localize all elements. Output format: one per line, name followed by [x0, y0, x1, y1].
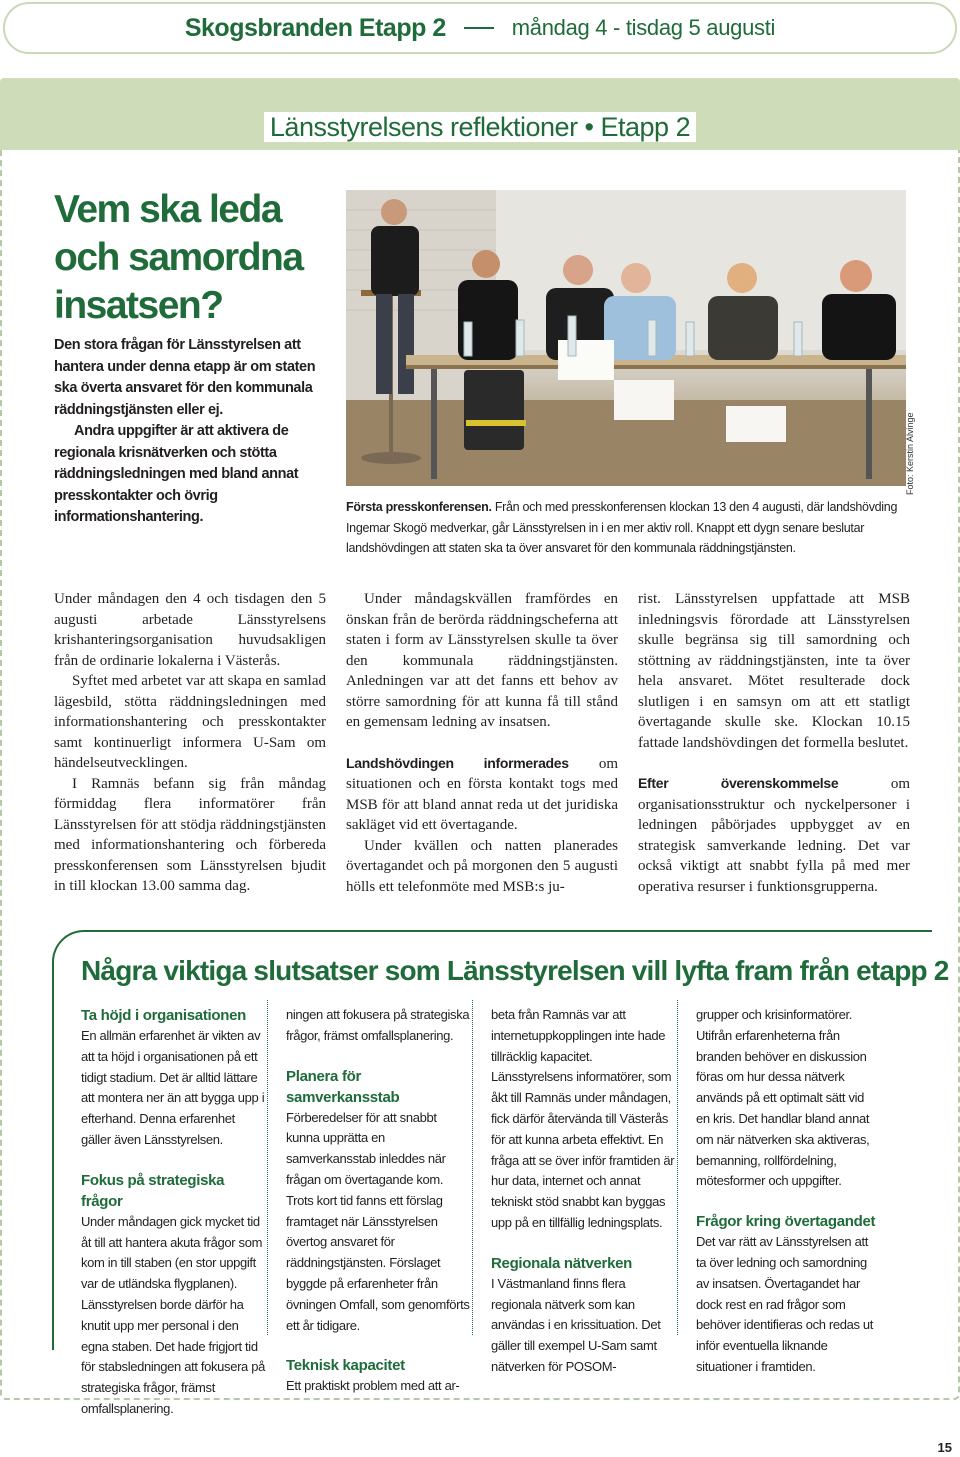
section-title-text: Länsstyrelsens reflektioner • Etapp 2 [264, 112, 696, 142]
conclusion-text: Det var rätt av Länsstyrelsen att ta över ledning och samordning av insatsen. Övertagandet har dock rest en rad frågor som behöver identifieras och redas ut inför eventuella liknande situationer i framtiden. [696, 1234, 874, 1374]
body-paragraph: rist. Länsstyrelsen uppfattade att MSB inledningsvis förordade att Länsstyrelsen skulle begränsa sig till samordning och stöttning av räddningstjänsten, inte ta över hela ansvaret. Mötet resulterade dock slutligen i en samsyn om att ett statligt övertagande skulle ske. Klockan 10.15 fattade landshövdingen det formella beslutet. [638, 591, 910, 751]
body-subhead: Efter överenskommelse [638, 775, 839, 791]
section-title [0, 112, 960, 143]
body-column-2 [346, 589, 618, 897]
body-subhead: Landshövdingen informerades [346, 754, 569, 771]
conclusion-text-continued: ningen att fokusera på strategiska frågor, främst omfallsplanering. [286, 1007, 470, 1043]
column-divider [267, 1000, 268, 1335]
conclusions-column-2 [286, 1005, 471, 1397]
body-column-1 [54, 589, 326, 897]
conclusions-column-3 [491, 1005, 676, 1378]
body-text: om situationen och en första kontakt togs med MSB för att bland annat reda ut det juridiska sakläget vid ett övertagande. [346, 755, 618, 833]
conclusion-heading: Ta höjd i organisationen [81, 1007, 247, 1024]
body-text: om organisationsstruktur och nyckelpersoner i ledningen påbörjades uppbygget av en strategisk samverkande ledning. Det var också viktigt att snabbt fylla på med mer operativa resurser i funktionsgrupperna. [638, 776, 910, 895]
body-paragraph: Under måndagskvällen framfördes en önskan från de berörda räddningscheferna att staten i form av Länsstyrelsen skulle ta över den kommunala räddningstjänsten. Anledningen var att det fanns ett behov av större samordning för att kunna få till stånd en gemensam ledning av insatsen. [346, 591, 618, 730]
body-paragraph [346, 753, 618, 836]
conclusion-heading: Fokus på strategiska frågor [81, 1171, 225, 1210]
header-dates: måndag 4 - tisdag 5 augusti [511, 15, 776, 40]
photo-caption [346, 497, 911, 559]
article-headline: Vem ska leda och samordna insatsen? [54, 188, 303, 327]
lead-paragraph-1: Den stora frågan för Länsstyrelsen att hantera under denna etapp är om staten ska överta ansvaret för den kommunala räddningstjänsten eller ej. [54, 337, 316, 418]
conclusions-title: Några viktiga slutsatser som Länsstyrelsen vill lyfta fram från etapp 2 [81, 955, 949, 986]
conclusion-text: I Västmanland finns flera regionala nätverk som kan användas i en krissituation. Det gäller till exempel U-Sam samt nätverken för POSOM- [491, 1275, 661, 1374]
column-divider [472, 1000, 473, 1335]
article-lead [54, 335, 324, 529]
conclusions-column-1 [81, 1005, 266, 1416]
conclusion-heading: Teknisk kapacitet [286, 1357, 405, 1375]
caption-lead: Första presskonferensen. [346, 500, 492, 514]
body-column-3 [638, 589, 910, 897]
body-paragraph: Under kvällen och natten planerades övertagandet och på morgonen den 5 augusti hölls ett telefonmöte med MSB:s ju- [346, 837, 618, 895]
caption-text: Från och med presskonferensen klockan 13 den 4 augusti, där landshövding Ingemar Skogö medverkar, går Länsstyrelsen in i en mer aktiv roll. Knappt ett dygn senare beslutar landshövdingen att staten ska ta över ansvaret för den kommunala räddningstjänsten. [346, 500, 898, 555]
conclusion-heading: Frågor kring övertagandet [696, 1213, 876, 1231]
body-paragraph: Under måndagen den 4 och tisdagen den 5 augusti arbetade Länsstyrelsens krishanteringsorganisation huvudsakligen från de ordinarie lokalerna i Västerås. [54, 591, 326, 669]
running-header [3, 2, 957, 54]
conclusion-text: Ett praktiskt problem med att ar- [286, 1378, 460, 1394]
conclusion-text-continued: grupper och krisinformatörer. Utifrån erfarenheterna från branden behöver en diskussion föras om hur dessa nätverk används på ett optimalt sätt vid en kris. Det handlar bland annat om när nätverken ska aktiveras, bemanning, rollfördelning, mötesformer och uppgifter. [696, 1007, 870, 1189]
lead-paragraph-2: Andra uppgifter är att aktivera de regionala krisnätverken och stötta räddningsledningen med bland annat presskontakter och övrig informationshantering. [54, 423, 299, 525]
photo-illustration [346, 190, 906, 486]
conclusion-text: Under måndagen gick mycket tid åt till att hantera akuta frågor som kom in till staben (en stor uppgift var de utländska flygplanen). Länsstyrelsen borde därför ha knutit upp mer personal i den egna staben. Det hade frigjort tid för stabsledningen att fokusera på strategiska frågor, främst omfallsplanering. [81, 1213, 265, 1416]
press-conference-photo [346, 190, 906, 486]
conclusion-text: En allmän erfarenhet är vikten av att ta höjd i organisationen på ett tidigt stadium. Det är alltid lättare att montera ner än att bygga upp i efterhand. Denna erfarenhet gäller även Länsstyrelsen. [81, 1028, 265, 1147]
body-paragraph [638, 773, 910, 897]
conclusion-heading: Planera för samverkansstab [286, 1067, 400, 1106]
photo-credit: Foto: Kerstin Alvinge [905, 412, 915, 495]
conclusion-heading: Regionala nätverken [491, 1254, 633, 1272]
conclusions-column-4 [696, 1005, 881, 1378]
header-title: Skogsbranden Etapp 2 [184, 13, 446, 42]
page-number: 15 [937, 1440, 952, 1455]
body-paragraph: I Ramnäs befann sig från måndag förmiddag flera informatörer från Länsstyrelsen för att stödja räddningstjänsten med informationshantering och förbereda presskonferensen som Länsstyrelsen bjudit in till klockan 13.00 samma dag. [54, 775, 326, 894]
column-divider [677, 1000, 678, 1335]
header-dash [464, 27, 494, 29]
conclusion-text-continued: beta från Ramnäs var att internetuppkopplingen inte hade tillräcklig kapacitet. Länsstyrelsens informatörer, som åkt till Ramnäs under måndagen, fick därför återvända till Västerås för att kunna arbeta effektivt. En fråga att se över inför framtiden är hur data, internet och annat tekniskt stöd snabbt kan byggas upp på en tillfällig ledningsplats. [491, 1007, 675, 1230]
body-paragraph: Syftet med arbetet var att skapa en samlad lägesbild, stötta räddningsledningen med informationshantering och presskontakter samt kontinuerligt informera U-Sam om händelseutvecklingen. [54, 673, 326, 771]
conclusion-text: Förberedelser för att snabbt kunna upprätta en samverkansstab inleddes när frågan om övertagande kom. Trots kort tid fanns ett förslag framtaget när Länsstyrelsen övertog ansvaret för räddningstjänsten. Förslaget byggde på erfarenheter från övningen Omfall, som genomförts ett år tidigare. [286, 1109, 470, 1333]
